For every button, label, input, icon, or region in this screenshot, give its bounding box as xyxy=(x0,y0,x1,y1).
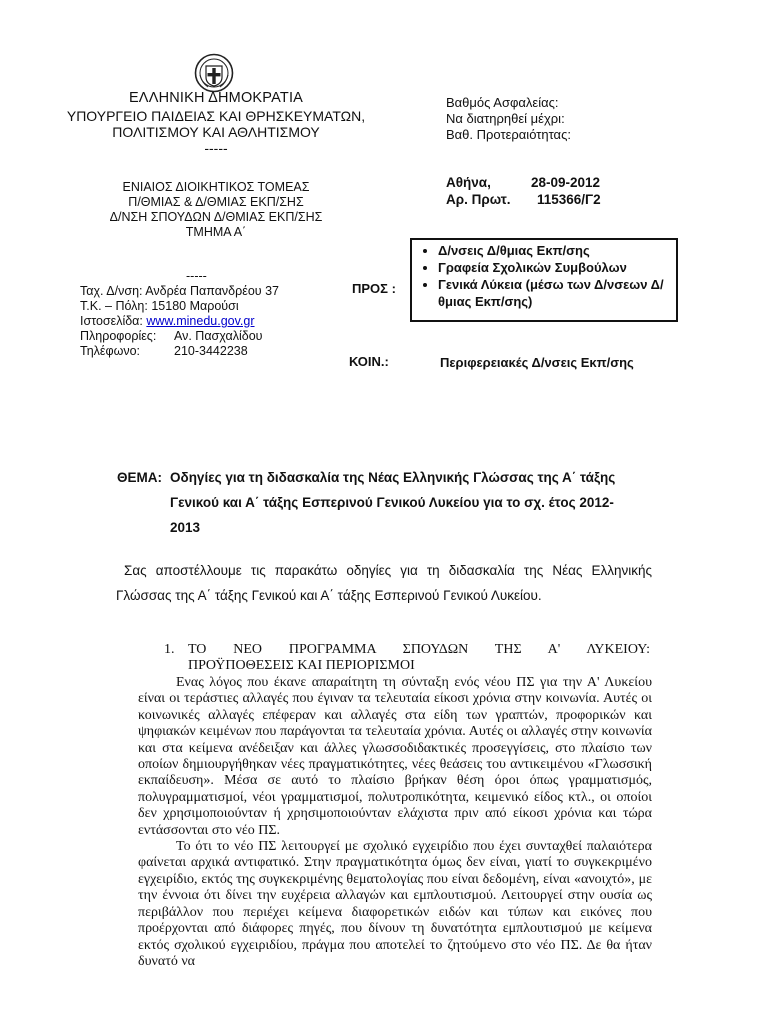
subject-line2: Γενικού και Α΄ τάξης Εσπερινού Γενικού Λυκείου για το σχ. έτος 2012- xyxy=(170,495,614,510)
website-link[interactable]: www.minedu.gov.gr xyxy=(146,314,255,328)
phone-value: 210-3442238 xyxy=(174,344,248,358)
subject-label: ΘΕΜΑ: xyxy=(117,470,162,485)
keep-until: Να διατηρηθεί μέχρι: xyxy=(446,111,565,126)
city-text: Τ.Κ. – Πόλη: 15180 Μαρούσι xyxy=(80,299,239,313)
sector-line4: ΤΜΗΜΑ Α΄ xyxy=(185,225,247,239)
security-level: Βαθμός Ασφαλείας: xyxy=(446,95,559,110)
website-label: Ιστοσελίδα: xyxy=(80,314,147,328)
section-body xyxy=(138,675,652,1024)
document-date: 28-09-2012 xyxy=(531,175,601,190)
to-label: ΠΡΟΣ : xyxy=(352,281,396,296)
ministry-line1: ΥΠΟΥΡΓΕΙΟ ΠΑΙΔΕΙΑΣ ΚΑΙ ΘΡΗΣΚΕΥΜΑΤΩΝ, xyxy=(66,108,366,124)
recipients-box xyxy=(410,238,678,322)
city-label: Αθήνα, xyxy=(446,175,491,190)
subject-line3: 2013 xyxy=(170,520,201,535)
info-label: Πληροφορίες: xyxy=(80,329,157,343)
sector-line3: Δ/ΝΣΗ ΣΠΟΥΔΩΝ Δ/ΘΜΙΑΣ ΕΚΠ/ΣΗΣ xyxy=(109,210,323,224)
protocol-number: 115366/Γ2 xyxy=(537,192,601,207)
greek-emblem-icon xyxy=(194,53,234,93)
priority-level: Βαθ. Προτεραιότητας: xyxy=(446,127,571,142)
section-title-line1: ΤΟ ΝΕΟ ΠΡΟΓΡΑΜΜΑ ΣΠΟΥΔΩΝ ΤΗΣ Α' ΛΥΚΕΙΟΥ: xyxy=(188,642,650,657)
address-text: Ταχ. Δ/νση: Ανδρέα Παπανδρέου 37 xyxy=(80,284,279,298)
protocol-label: Αρ. Πρωτ. xyxy=(446,192,511,207)
recipient-item: • Δ/νσεις Δ/θμιας Εκπ/σης xyxy=(438,242,670,259)
sector-line1: ΕΝΙΑΙΟΣ ΔΙΟΙΚΗΤΙΚΟΣ ΤΟΜΕΑΣ xyxy=(122,180,310,194)
section-number: 1. xyxy=(164,642,175,657)
intro-paragraph: Σας αποστέλλουμε τις παρακάτω οδηγίες για τη διδασκαλία της Νέας Ελληνικής Γλώσσας της Α΄ τάξης Γενικού και Α΄ τάξης Εσπερινού Γενικού Λυκείου. xyxy=(116,563,652,603)
info-value: Αν. Πασχαλίδου xyxy=(174,329,263,343)
contact-block xyxy=(80,284,380,359)
body-paragraph: Ενας λόγος που έκανε απαραίτητη τη σύνταξη ενός νέου ΠΣ για την Α' Λυκείου είναι οι τεράστιες αλλαγές που έγιναν τα τελευταία είκοσι χρόνια στην κοινωνία. Αυτές οι κοινωνικές αλλαγές επέφεραν και αλλαγές στα είδη των γραπτών, προφορικών και ψηφιακών κειμένων που παράγονται τα τελευταία χρόνια. Αυτές οι αλλαγές στην κοινωνία και στα κείμενα ανέδειξαν και άλλες γλωσσοδιδακτικές προσεγγίσεις, στο πλαίσιο των οποίων δημιουργήθηκαν νέες πραγματικότητες, νέες θεάσεις του αντικειμένου «Γλωσσική εκπαίδευση». Μέσα σε αυτό το πλαίσιο βρήκαν θέση όροι όπως γραμματισμός, πολυγραμματισμοί, νέοι γραμματισμοί, πολυτροπικότητα, κειμενικό είδος κτλ., οι οποίοι δεν χρησιμοποιούνταν ή χρησιμοποιούνταν ελάχιστα πριν από είκοσι χρόνια και τώρα εντάσσονται στο νέο ΠΣ. xyxy=(138,675,652,838)
sector-line2: Π/ΘΜΙΑΣ & Δ/ΘΜΙΑΣ ΕΚΠ/ΣΗΣ xyxy=(128,195,304,209)
section-title-line2: ΠΡΟΫΠΟΘΕΣΕΙΣ ΚΑΙ ΠΕΡΙΟΡΙΣΜΟΙ xyxy=(188,658,415,673)
separator-dashes: ----- xyxy=(204,140,228,156)
country-name: ΕΛΛΗΝΙΚΗ ΔΗΜΟΚΡΑΤΙΑ xyxy=(128,90,304,106)
cc-value: Περιφερειακές Δ/νσεις Εκπ/σης xyxy=(440,355,634,370)
body-paragraph: Το ότι το νέο ΠΣ λειτουργεί με σχολικό εγχειρίδιο που έχει συνταχθεί παλαιότερα φαίνεται αρχικά αντιφατικό. Στην πραγματικότητα όμως δεν είναι, γιατί το συγκεκριμένο εγχειρίδιο, εκτός της συγκεκριμένης θεματολογίας που είναι δεδομένη, είναι «ανοιχτό», με την έννοια ότι δίνει την ευχέρεια αλλαγών και εμπλουτισμού. Λειτουργεί στην ουσία ως περιβάλλον που περιέχει κείμενα διαφορετικών ειδών και τύπων και εικόνες που προέρχονται από διάφορες πηγές, που δίνουν τη δυνατότητα εμπλουτισμού με κείμενα εκτός σχολικού εγχειριδίου, πράγμα που αποτελεί το ζητούμενο στο νέο ΠΣ. Δε θα ήταν δυνατό να xyxy=(138,839,652,969)
separator-dashes-2: ----- xyxy=(186,269,207,283)
recipient-item: • Γραφεία Σχολικών Συμβούλων xyxy=(438,259,670,276)
ministry-line2: ΠΟΛΙΤΙΣΜΟΥ ΚΑΙ ΑΘΛΗΤΙΣΜΟΥ xyxy=(112,124,320,140)
subject-line1: Οδηγίες για τη διδασκαλία της Νέας Ελληνικής Γλώσσας της Α΄ τάξης xyxy=(170,470,616,485)
cc-label: ΚΟΙΝ.: xyxy=(349,354,389,369)
recipient-item: • Γενικά Λύκεια (μέσω των Δ/νσεων Δ/θμιας Εκπ/σης) xyxy=(438,276,670,310)
phone-label: Τηλέφωνο: xyxy=(80,344,141,358)
